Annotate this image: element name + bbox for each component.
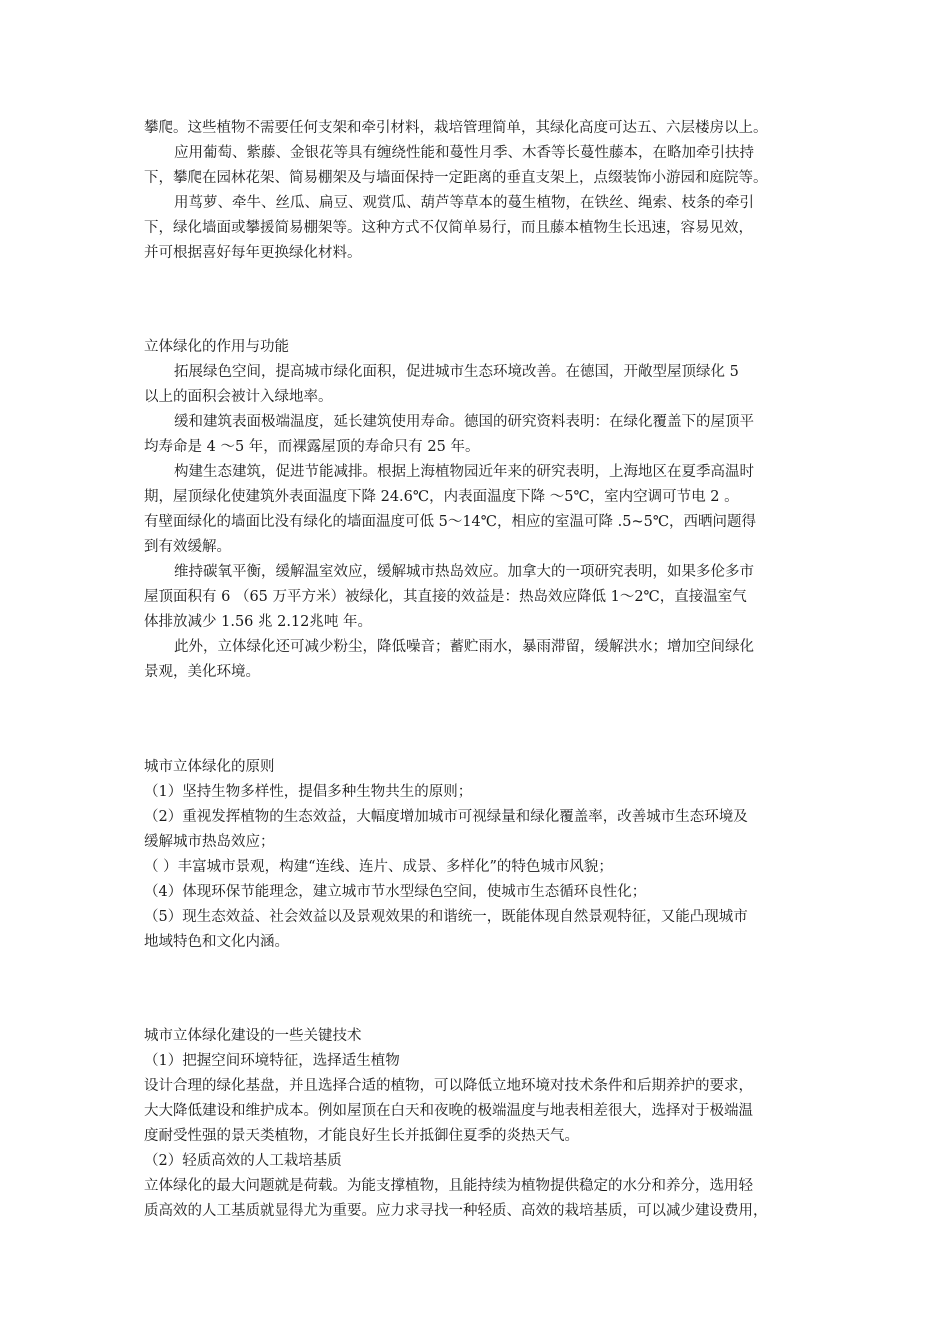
paragraph-line: 构建生态建筑，促进节能减排。根据上海植物园近年来的研究表明，上海地区在夏季高温时 xyxy=(174,464,754,480)
paragraph-line: 景观，美化环境。 xyxy=(144,664,260,680)
section-principles xyxy=(144,755,810,955)
paragraph-line: 设计合理的绿化基盘，并且选择合适的植物，可以降低立地环境对技术条件和后期养护的要求， xyxy=(144,1078,753,1094)
list-item: （4）体现环保节能理念，建立城市节水型绿色空间，使城市生态循环良性化； xyxy=(144,884,647,900)
paragraph-line: 立体绿化的最大问题就是荷载。为能支撑植物，且能持续为植物提供稳定的水分和养分，选用轻 xyxy=(144,1178,753,1194)
list-item: （1）坚持生物多样性，提倡多种生物共生的原则； xyxy=(144,784,473,800)
list-item: 缓解城市热岛效应； xyxy=(144,834,275,850)
paragraph-line: 缓和建筑表面极端温度，延长建筑使用寿命。德国的研究资料表明：在绿化覆盖下的屋顶平 xyxy=(174,414,754,430)
paragraph-line: 用茑萝、牵牛、丝瓜、扁豆、观赏瓜、葫芦等草本的蔓生植物，在铁丝、绳索、枝条的牵引 xyxy=(174,195,754,211)
paragraph-line: 应用葡萄、紫藤、金银花等具有缠绕性能和蔓性月季、木香等长蔓性藤本，在略加牵引扶持 xyxy=(174,145,754,161)
paragraph-line: 此外，立体绿化还可减少粉尘，降低噪音；蓄贮雨水，暴雨滞留，缓解洪水；增加空间绿化 xyxy=(174,639,754,655)
list-item: （5）现生态效益、社会效益以及景观效果的和谐统一，既能体现自然景观特征，又能凸现城市 xyxy=(144,909,748,925)
section-heading: 城市立体绿化建设的一些关键技术 xyxy=(144,1028,362,1044)
paragraph-line: 质高效的人工基质就显得尤为重要。应力求寻找一种轻质、高效的栽培基质，可以减少建设费用， xyxy=(144,1203,768,1219)
section-functions xyxy=(144,335,810,685)
list-item: 地域特色和文化内涵。 xyxy=(144,934,289,950)
section-techniques xyxy=(144,1024,810,1224)
intro-block xyxy=(144,116,810,266)
paragraph-line: 屋顶面积有 6 （65 万平方米）被绿化，其直接的效益是：热岛效应降低 1～2℃，直接温室气 xyxy=(144,589,747,605)
paragraph-line: 下，绿化墙面或攀援简易棚架等。这种方式不仅简单易行，而且藤本植物生长迅速，容易见效， xyxy=(144,220,753,236)
paragraph-line: 均寿命是 4 ～5 年，而裸露屋顶的寿命只有 25 年。 xyxy=(144,439,480,455)
paragraph-line: 有壁面绿化的墙面比没有绿化的墙面温度可低 5～14℃，相应的室温可降 .5~5℃，西晒问题得 xyxy=(144,514,757,530)
paragraph-line: 度耐受性强的景天类植物，才能良好生长并抵御住夏季的炎热天气。 xyxy=(144,1128,579,1144)
paragraph-line: 期，屋顶绿化使建筑外表面温度下降 24.6℃，内表面温度下降 ～5℃，室内空调可节电 2 。 xyxy=(144,489,739,505)
paragraph-line: 大大降低建设和维护成本。例如屋顶在白天和夜晚的极端温度与地表相差很大，选择对于极端温 xyxy=(144,1103,753,1119)
paragraph-line: 并可根据喜好每年更换绿化材料。 xyxy=(144,245,362,261)
paragraph-line: 以上的面积会被计入绿地率。 xyxy=(144,389,333,405)
paragraph-line: 维持碳氧平衡，缓解温室效应，缓解城市热岛效应。加拿大的一项研究表明，如果多伦多市 xyxy=(174,564,754,580)
list-item: （2）重视发挥植物的生态效益，大幅度增加城市可视绿量和绿化覆盖率，改善城市生态环境及 xyxy=(144,809,748,825)
list-item: （ ）丰富城市景观，构建“连线、连片、成景、多样化”的特色城市风貌； xyxy=(144,859,613,875)
paragraph-line: 到有效缓解。 xyxy=(144,539,231,555)
paragraph-line: 体排放减少 1.56 兆 2.12兆吨 年。 xyxy=(144,614,373,630)
section-heading: 立体绿化的作用与功能 xyxy=(144,339,289,355)
subheading: （1）把握空间环境特征，选择适生植物 xyxy=(144,1053,400,1069)
section-heading: 城市立体绿化的原则 xyxy=(144,759,275,775)
paragraph-line: 攀爬。这些植物不需要任何支架和牵引材料，栽培管理简单，其绿化高度可达五、六层楼房以上。 xyxy=(144,120,768,136)
paragraph-line: 拓展绿色空间，提高城市绿化面积，促进城市生态环境改善。在德国，开敞型屋顶绿化 5 xyxy=(174,364,739,380)
subheading: （2）轻质高效的人工栽培基质 xyxy=(144,1153,342,1169)
paragraph-line: 下，攀爬在园林花架、简易棚架及与墙面保持一定距离的垂直支架上，点缀装饰小游园和庭院等。 xyxy=(144,170,768,186)
